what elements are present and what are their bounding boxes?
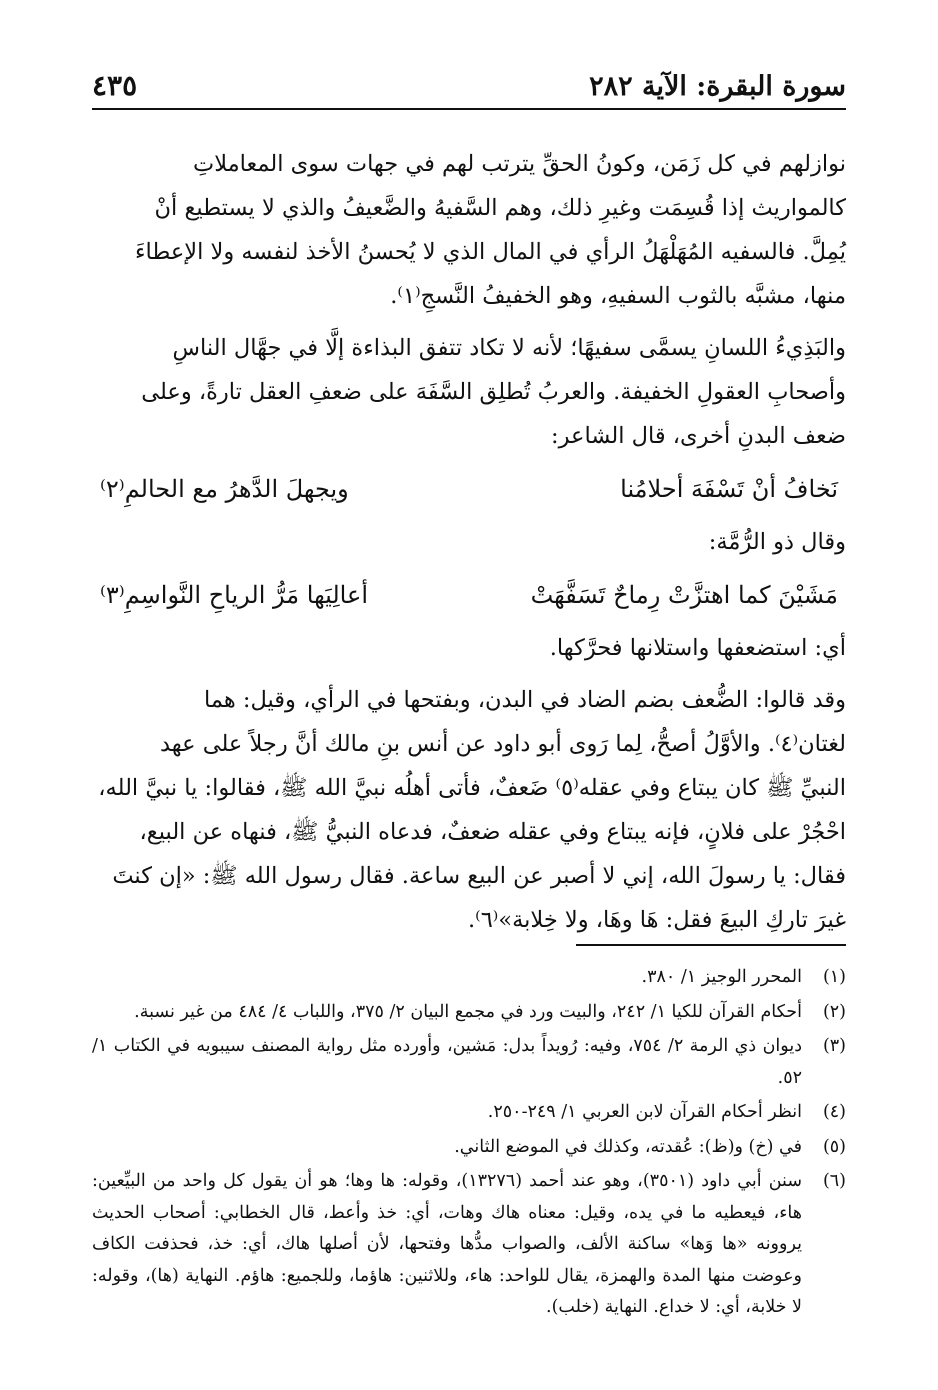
text-line: غيرَ تاركِ البيعَ فقل: هَا وهَا، ولا خِلابة»⁽٦⁾. [468, 907, 846, 933]
surah-verse-title: سورة البقرة: الآية ٢٨٢ [589, 71, 846, 102]
footnote-text [92, 1166, 802, 1324]
paragraph-2 [92, 326, 846, 458]
verse-intro [92, 520, 846, 564]
text-line: فقال: يا رسولَ الله، إني لا أصبر عن البيع ساعة. فقال رسول الله ﷺ: «إن كنتَ [112, 863, 846, 889]
footnote-number: (٥) [822, 1136, 846, 1157]
footnote-number: (٢) [822, 1001, 846, 1022]
poetry-verse-2 [92, 564, 846, 626]
footnote-1 [92, 962, 846, 994]
footnote-line: المحرر الوجيز ١/ ٣٨٠. [641, 967, 802, 987]
paragraph-3 [92, 678, 846, 942]
text-line: كالمواريث إذا قُسِمَت وغيرِ ذلك، وهم السَّفيهُ والضَّعيفُ والذي لا يستطيع أنْ [154, 195, 846, 221]
footnote-number: (١) [822, 967, 846, 987]
footnote-line: البيِّعين: هاء، فيعطيه ما في يده، وقيل: معناه هاك وهات، أي: خذ وأعط، قال الخطابي: أصحاب [92, 1171, 802, 1223]
footnote-4 [92, 1097, 846, 1129]
footnote-line: النهاية (ها)، وقوله: لا خلابة، أي: لا خداع. النهاية (خلب). [92, 1265, 802, 1317]
footnote-line: سنن أبي داود (٣٥٠١)، وهو عند أحمد (١٣٢٧٦)، وقوله: ها وها؛ هو أن يقول كل واحد من [152, 1171, 802, 1191]
poetry-verse-1 [92, 458, 846, 520]
text-line: والبَذِيءُ اللسانِ يسمَّى سفيهًا؛ لأنه لا تكاد تتفق البذاءة إلَّا في جهَّال الناسِ [172, 335, 846, 361]
page-number: ٤٣٥ [92, 69, 138, 102]
verse-first-hemistich: مَشَيْنَ كما اهتزَّتْ رِماحٌ تَسَفَّهَتْ [530, 581, 838, 609]
text-line: نوازلهم في كل زَمَن، وكونُ الحقِّ يترتب لهم في جهات سوى المعاملاتِ [193, 151, 846, 177]
text-line: وأصحابِ العقولِ الخفيفة. والعربُ تُطلِق السَّفَهَ على ضعفِ العقل تارةً، وعلى [141, 379, 846, 405]
footnote-line: ديوان ذي الرمة ٢/ ٧٥٤، وفيه: رُويداً بدل: مَشين، وأورده مثل رواية المصنف سيبويه في الكتاب ١/ ٥٢. [92, 1036, 802, 1088]
verse-second-hemistich: ويجهلَ الدَّهرُ مع الحالمِ⁽٢⁾ [100, 475, 349, 503]
footnote-line: فحذفت الكاف وعوضت منها المدة والهمزة، يقال للواحد: هاء، وللاثنين: هاؤما، وللجميع: هاؤم. [92, 1234, 802, 1286]
main-text [92, 142, 846, 942]
footnote-line: في (خ) و(ظ): عُقدته، وكذلك في الموضع الثاني. [454, 1136, 802, 1157]
footnote-2 [92, 997, 846, 1029]
text-line: وقد قالوا: الضُّعف بضم الضاد في البدن، وبفتحها في الرأي، وقيل: هما [204, 687, 846, 713]
footnote-line: انظر أحكام القرآن لابن العربي ١/ ٢٤٩-٢٥٠. [487, 1102, 802, 1122]
footnote-text [92, 1097, 802, 1129]
footnote-text [92, 997, 802, 1029]
text-line: ضعف البدنِ أخرى، قال الشاعر: [551, 423, 846, 449]
footnotes [92, 962, 846, 1324]
footnote-line: الحديث يروونه «ها وَها» ساكنة الألف، والصواب مدُّها وفتحها، لأن أصلها هاك، أي: خذ، [92, 1202, 802, 1254]
text-line: وقال ذو الرُّمَّة: [708, 529, 846, 555]
footnote-3 [92, 1031, 846, 1094]
footnote-separator [576, 944, 846, 946]
text-line: منها، مشبَّه بالثوب السفيهِ، وهو الخفيفُ النَّسجِ⁽١⁾. [390, 283, 846, 309]
footnote-line: أحكام القرآن للكيا ١/ ٢٤٢، والبيت ورد في مجمع البيان ٢/ ٣٧٥، واللباب ٤/ ٤٨٤ من غير نسبة. [134, 1001, 802, 1022]
footnote-number: (٦) [822, 1171, 846, 1191]
footnote-number: (٤) [822, 1102, 846, 1122]
footnote-text [92, 1132, 802, 1164]
footnote-6 [92, 1166, 846, 1324]
footnote-5 [92, 1132, 846, 1164]
text-line: النبيِّ ﷺ كان يبتاع وفي عقله⁽٥⁾ ضَعفٌ، فأتى أهلُه نبيَّ الله ﷺ، فقالوا: يا نبيَّ الله، [98, 775, 846, 801]
gloss-line [92, 626, 846, 670]
footnote-number: (٣) [822, 1036, 846, 1056]
text-line: احْجُرْ على فلانٍ، فإنه يبتاع وفي عقله ضعفٌ، فدعاه النبيُّ ﷺ، فنهاه عن البيع، [139, 819, 846, 845]
text-line: لغتان⁽٤⁾. والأوَّلُ أصحُّ، لِما رَوى أبو داود عن أنس بنِ مالك أنَّ رجلاً على عهد [159, 731, 846, 757]
text-line: يُمِلَّ. فالسفيه المُهَلْهَلُ الرأي في المال الذي لا يُحسنُ الأخذ لنفسه ولا الإعطاءَ [134, 239, 846, 265]
running-header [92, 62, 846, 110]
footnote-text [92, 962, 802, 994]
text-line: أي: استضعفها واستلانها فحرَّكها. [549, 635, 846, 661]
verse-first-hemistich: نَخافُ أنْ تَسْفَهَ أحلامُنا [620, 475, 838, 503]
verse-second-hemistich: أعالِيَها مَرُّ الرياحِ النَّواسِمِ⁽٣⁾ [100, 581, 368, 609]
paragraph-1 [92, 142, 846, 318]
footnote-text [92, 1031, 802, 1094]
